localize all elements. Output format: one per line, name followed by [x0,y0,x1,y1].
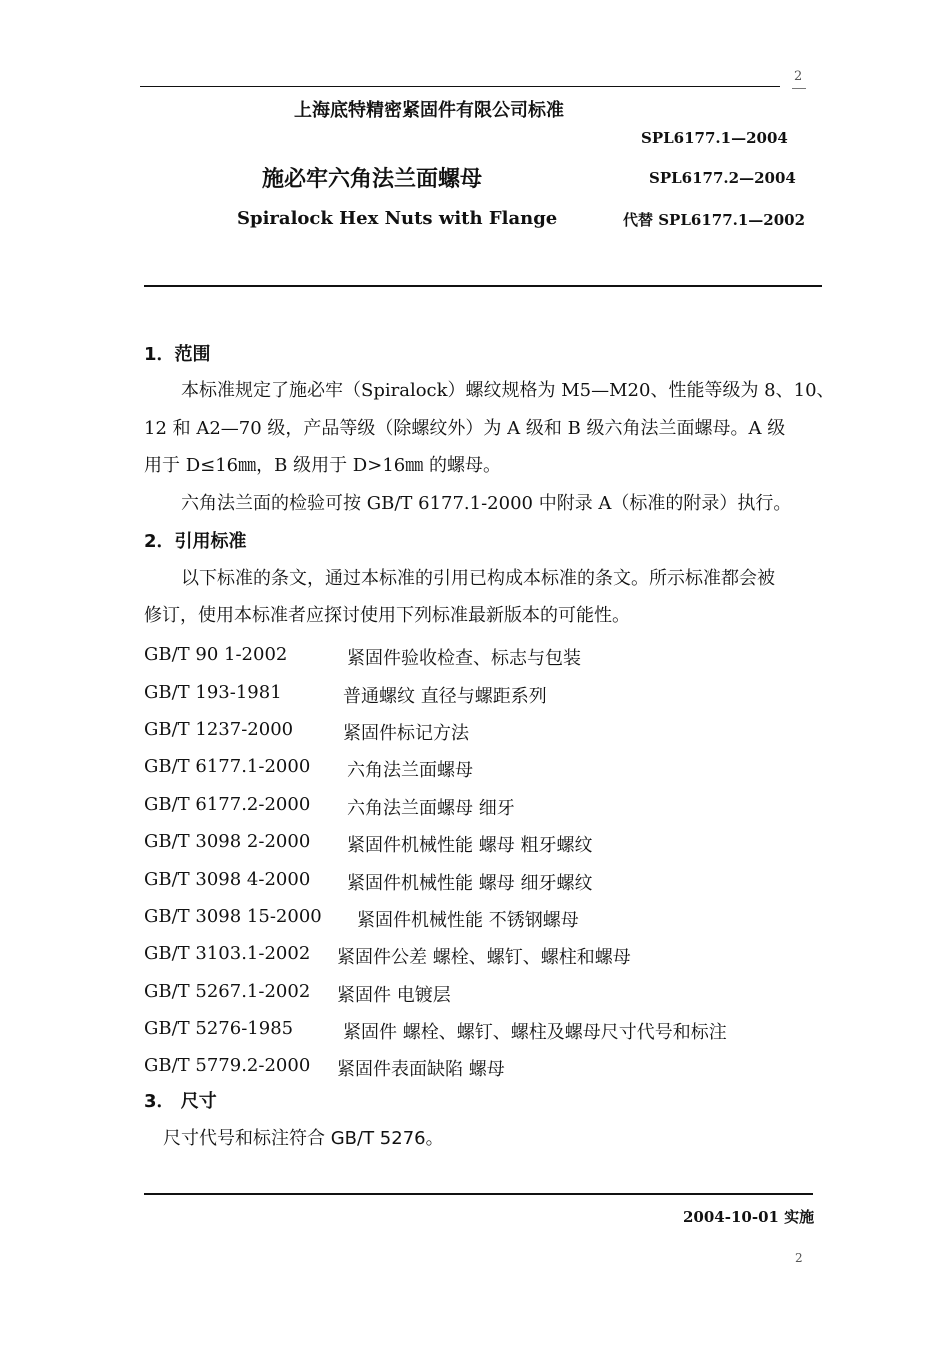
section-1-para-1-line-2: 12 和 A2—70 级，产品等级（除螺纹外）为 A 级和 B 级六角法兰面螺母。A 级 [144,418,786,439]
section-1-para-1-line-1: 本标准规定了施必牢（Spiralock）螺纹规格为 M5—M20、性能等级为 8、10、 [181,380,835,401]
section-2-para-line-2: 修订，使用本标准者应探讨使用下列标准最新版本的可能性。 [144,605,630,626]
title-en: Spiralock Hex Nuts with Flange [237,208,558,229]
section-2-heading: 2．引用标准 [144,531,247,552]
ref-code: GB/T 3098 4-2000 [144,869,311,890]
page-number-bottom: 2 [795,1251,803,1265]
ref-code: GB/T 5267.1-2002 [144,981,311,1002]
ref-code: GB/T 6177.1-2000 [144,756,311,777]
ref-title: 紧固件机械性能 螺母 细牙螺纹 [347,873,593,894]
section-3-para: 尺寸代号和标注符合 GB/T 5276。 [163,1128,444,1149]
ref-code: GB/T 5276-1985 [144,1018,294,1039]
ref-title: 紧固件机械性能 不锈钢螺母 [357,910,579,931]
ref-code: GB/T 3098 2-2000 [144,831,311,852]
title-cn: 施必牢六角法兰面螺母 [262,167,483,192]
ref-code: GB/T 193-1981 [144,682,282,703]
ref-title: 紧固件公差 螺栓、螺钉、螺柱和螺母 [337,947,631,968]
ref-title: 六角法兰面螺母 细牙 [347,798,515,819]
ref-code: GB/T 3103.1-2002 [144,943,311,964]
ref-title: 六角法兰面螺母 [347,760,473,781]
footer-rule [144,1193,813,1195]
header-rule-thick [144,285,822,287]
ref-title: 紧固件机械性能 螺母 粗牙螺纹 [347,835,593,856]
std-code-1: SPL6177.1—2004 [641,129,788,147]
ref-code: GB/T 1237-2000 [144,719,294,740]
company-standard: 上海底特精密紧固件有限公司标准 [294,100,564,121]
header-rule-thin [140,86,780,87]
ref-title: 紧固件标记方法 [343,723,469,744]
ref-code: GB/T 90 1-2002 [144,644,288,665]
ref-title: 紧固件表面缺陷 螺母 [337,1059,505,1080]
replaces-code: 代替 SPL6177.1—2002 [623,211,806,229]
section-1-heading: 1．范围 [144,344,211,365]
std-code-2: SPL6177.2—2004 [649,169,796,187]
section-3-heading: 3． 尺寸 [144,1091,217,1112]
ref-title: 紧固件 电镀层 [337,985,451,1006]
section-1-para-1-line-3: 用于 D≤16㎜，B 级用于 D>16㎜ 的螺母。 [144,455,501,476]
ref-code: GB/T 5779.2-2000 [144,1055,311,1076]
ref-code: GB/T 6177.2-2000 [144,794,311,815]
section-2-para-line-1: 以下标准的条文，通过本标准的引用已构成本标准的条文。所示标准都会被 [181,568,775,589]
ref-title: 普通螺纹 直径与螺距系列 [343,686,547,707]
ref-code: GB/T 3098 15-2000 [144,906,322,927]
section-1-para-2: 六角法兰面的检验可按 GB/T 6177.1-2000 中附录 A（标准的附录）执行。 [181,493,792,514]
ref-title: 紧固件验收检查、标志与包装 [347,648,581,669]
ref-title: 紧固件 螺栓、螺钉、螺柱及螺母尺寸代号和标注 [343,1022,727,1043]
implementation-date: 2004-10-01 实施 [683,1208,815,1226]
page-number-underline [792,88,806,89]
page-number-top: 2 [794,69,803,84]
